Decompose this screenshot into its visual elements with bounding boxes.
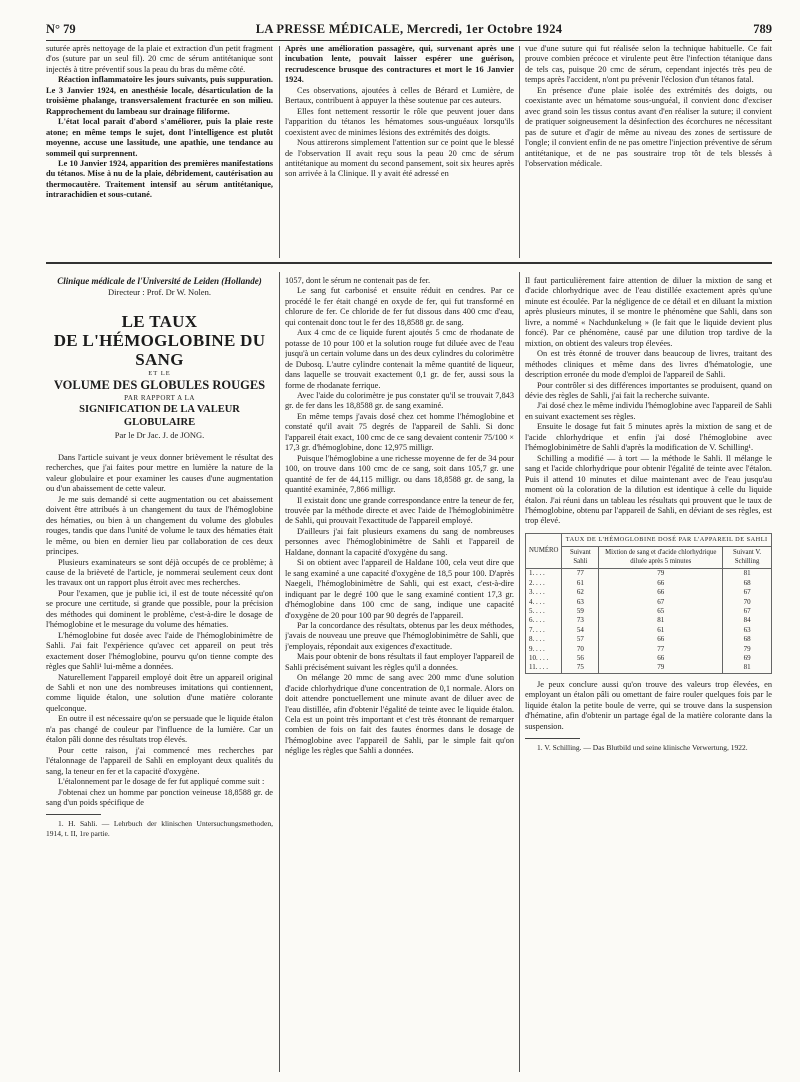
- paragraph: Je me suis demandé si cette augmentation ou cet abaissement doivent être attribués à un changement du taux de l'hémoglobine des hématies, ou bien à un changement du volume des globules rouges, tandis que dans l'unité de volume le taux des hématies était le même, ou bien en dernier lieu par collaboration de ces deux principes.: [46, 494, 273, 557]
- value-mixtion: 81: [599, 616, 723, 625]
- paragraph: Puisque l'hémoglobine a une richesse moyenne de fer de 34 pour 100, on trouve dans 100 cmc de ce sang, soit dans 105,7 gr. une quantité de fer de 44,115 milligr. ou dans 18,8588 gr. de sang, la quantité examinée, 7,866 milligr.: [285, 453, 514, 495]
- paragraph: Le sang fut carbonisé et ensuite réduit en cendres. Par ce procédé le fer était changé en oxyde de fer, qui fut transformé en chlorure de fer. Ce chloride de fer fut dissous dans 400 cmc d'eau, qui contenait donc tout le fer des 18,8588 gr. de sang.: [285, 286, 514, 327]
- paragraph: J'obtenai chez un homme par ponction veineuse 18,8588 gr. de sang d'un poids spécifique de: [46, 787, 273, 807]
- section-rule: [46, 262, 772, 264]
- paragraph: En présence d'une plaie isolée des extrémités des doigts, ou coexistante avec un hématome sous-unguéal, il convient donc d'exciser avec grand soin les tissus contus avant d'en réaliser la suture; il convient de pratiquer soigneusement la désinfection des écorchures ne nécessitant pas de suture et d'agir de même au niveau des zones de sertissure de l'ongle; il convient enfin de ne pas omettre l'injection préventive de sérum antitétanique, et de ne pas soustraire trop tôt de tels blessés à l'observation médicale.: [525, 85, 772, 168]
- value-mixtion: 66: [599, 579, 723, 588]
- value-sahli: 59: [562, 607, 599, 616]
- paragraph: vue d'une suture qui fut réalisée selon la technique habituelle. Ce fait prouve combien précoce et virulente peut être l'infection tétanique dans de tels cas, puisque 20 cmc de sérum, cependant injectés très peu de temps après l'accident, n'ont pu prévenir l'éclosion d'un tétanos fatal.: [525, 44, 772, 85]
- table-row: [526, 626, 772, 635]
- paragraph: Nous attirerons simplement l'attention sur ce point que le blessé de l'observation II avait reçu sous la peau 20 cmc de sérum antitétanique au moment du second pansement, soit six heures après son arrivée à la Clinique. Il y avait été adressé en: [285, 138, 514, 179]
- paragraph: On mélange 20 mmc de sang avec 200 mmc d'une solution d'acide chlorhydrique d'une concentration de 0,1 normale. Alors on doit attendre ponctuellement une minute avant de diluer avec de l'eau distillée, afin d'obtenir l'égalité de teinte avec le liquide étalon. Cela est un point très important et c'est très étonnant de remarquer combien de fois on fait des fautes énormes dans le dosage de l'hémoglobine avec l'appareil de Sahli, par le simple fait qu'on néglige les règles que Sahli a données.: [285, 673, 514, 756]
- header-title: LA PRESSE MÉDICALE, Mercredi, 1er Octobre 1924: [255, 22, 563, 36]
- article-column-3: [525, 276, 772, 1072]
- article-column-1: [46, 276, 273, 1072]
- value-schilling: 70: [723, 598, 772, 607]
- table-body: [526, 569, 772, 673]
- row-number: 9. . . .: [526, 645, 562, 654]
- paragraph: J'ai dosé chez le même individu l'hémoglobine avec l'appareil de Sahli en suivant exactement ses règles.: [525, 401, 772, 421]
- director: Directeur : Prof. Dr W. Nolen.: [108, 287, 211, 297]
- hemoglobin-table: [525, 533, 772, 674]
- value-schilling: 67: [723, 607, 772, 616]
- institution: Clinique médicale de l'Université de Leiden (Hollande): [57, 276, 262, 286]
- value-sahli: 70: [562, 645, 599, 654]
- value-schilling: 81: [723, 663, 772, 673]
- paragraph: Si on obtient avec l'appareil de Haldane 100, cela veut dire que le sang examiné a une capacité d'oxygène de 18,5 pour 100. D'après Naegeli, l'hémoglobinimètre de Sahli, qui est exact, c'est-à-dire indiquant par le degré 100 que le sang examiné contient 17,3 gr. d'hémoglobine dans 100 cmc de sang, indique une capacité d'oxygène de 20 pour 100 par 90 degrés de l'appareil.: [285, 558, 514, 620]
- paragraph: Réaction inflammatoire les jours suivants, puis suppuration. Le 3 Janvier 1924, en anesthésie locale, désarticulation de la troisième phalange, transversalement fracturée en son milieu. Rapprochement du lambeau sur drainage filiforme.: [46, 75, 273, 116]
- paragraph: Il existait donc une grande correspondance entre la teneur de fer, trouvée par la méthode directe et avec l'aide de l'hémoglobinimètre de Sahli, qui prouvait l'exactitude de l'appareil employé.: [285, 495, 514, 526]
- paragraph: Elles font nettement ressortir le rôle que peuvent jouer dans l'apparition du tétanos les hématomes sous-unguéaux lorsqu'ils coexistent avec de minimes lésions des extrémités des doigts.: [285, 106, 514, 137]
- value-mixtion: 79: [599, 663, 723, 673]
- page-header: [46, 22, 772, 38]
- paragraph: L'état local parait d'abord s'améliorer, puis la plaie reste atone; en même temps le sujet, dont l'intelligence est plutôt moyenne, accuse une lassitude, une apathie, une tendance au sommeil qui surprennent.: [46, 117, 273, 158]
- column-divider: [279, 272, 280, 1072]
- row-number: 7. . . .: [526, 626, 562, 635]
- table-row: [526, 654, 772, 663]
- paragraph: Le 10 Janvier 1924, apparition des premières manifestations du tétanos. Mise à nu de la plaie, débridement, cautérisation au thermocautère. Traitement intensif au sérum antitétanique, intrarachidien et sous-cutané.: [46, 158, 273, 200]
- value-sahli: 62: [562, 588, 599, 597]
- value-schilling: 69: [723, 654, 772, 663]
- value-sahli: 57: [562, 635, 599, 644]
- value-mixtion: 65: [599, 607, 723, 616]
- paragraph: En même temps j'avais dosé chez cet homme l'hémoglobine et constaté qu'il avait 75 degrés de l'appareil de Sahli. Si donc l'appareil était exact, 100 cmc de ce sang devaient contenir 75/100 × 17,3 gr. d'hémoglobine, donc 12,975 milligr.: [285, 411, 514, 453]
- top-column-3: [525, 44, 772, 256]
- column-divider: [519, 46, 520, 258]
- paragraph: L'hémoglobine fut dosée avec l'aide de l'hémoglobinimètre de Sahli. J'ai fait l'expérience qu'avec cet appareil on peut très exactement doser l'hémoglobine, pourvu qu'on tienne compte des règles que Sahli¹ lui-même a données.: [46, 630, 273, 672]
- table-row: [526, 616, 772, 625]
- row-number: 11. . . .: [526, 663, 562, 673]
- top-column-1: [46, 44, 273, 256]
- paragraph: Ensuite le dosage fut fait 5 minutes après la mixtion de sang et de l'acide chlorhydrique et enfin j'ai dosé l'hémoglobine avec l'hémoglobinimètre de Sahli d'après la modification de V. Schilling¹.: [525, 422, 772, 453]
- value-sahli: 77: [562, 569, 599, 579]
- paragraph: Ces observations, ajoutées à celles de Bérard et Lumière, de Bertaux, contribuent à appuyer la thèse soutenue par ces auteurs.: [285, 85, 514, 106]
- row-number: 4. . . .: [526, 598, 562, 607]
- paragraph: L'étalonnement par le dosage de fer fut appliqué comme suit :: [58, 777, 265, 787]
- value-mixtion: 61: [599, 626, 723, 635]
- value-mixtion: 66: [599, 654, 723, 663]
- table-row: [526, 663, 772, 673]
- article-title-line-4: SIGNIFICATION DE LA VALEUR GLOBULAIRE: [79, 404, 240, 428]
- row-number: 5. . . .: [526, 607, 562, 616]
- paragraph: Par la concordance des résultats, obtenus par les deux méthodes, j'avais de nouveau une preuve que l'hémoglobinimètre de Sahli, que j'employais, répondait aux exigences d'exactitude.: [285, 620, 514, 651]
- paragraph: Pour contrôler si des différences importantes se produisent, quand on dévie des règles de Sahli, j'ai fait la recherche suivante.: [525, 380, 772, 400]
- paragraph: Aux 4 cmc de ce liquide furent ajoutés 5 cmc de rhodanate de potasse de 10 pour 100 et la solution rouge fut diluée avec de l'eau jusqu'à un certain volume dans un des deux cylindres du colorimètre de Dubosq. L'autre cylindre contenait la même quantité de liqueur, dans laquelle se trouvait exactement 0,1 gr. de fer, aussi sous la forme de rhodanate ferrique.: [285, 328, 514, 390]
- table-row: [526, 607, 772, 616]
- value-schilling: 63: [723, 626, 772, 635]
- value-sahli: 75: [562, 663, 599, 673]
- value-schilling: 68: [723, 635, 772, 644]
- header-rule: [46, 40, 772, 41]
- value-mixtion: 79: [599, 569, 723, 579]
- paragraph: On est très étonné de trouver dans beaucoup de livres, traitant des méthodes cliniques et même dans des livres d'hématologie, une description erronée du mode d'emploi de l'appareil de Sahli.: [525, 349, 772, 380]
- footnote-rule: [525, 738, 580, 739]
- article-title-line-1: LE TAUX: [121, 312, 198, 331]
- paragraph: 1057, dont le sérum ne contenait pas de fer.: [285, 276, 431, 285]
- row-number: 10. . . .: [526, 654, 562, 663]
- value-schilling: 81: [723, 569, 772, 579]
- value-sahli: 61: [562, 579, 599, 588]
- row-number: 6. . . .: [526, 616, 562, 625]
- column-divider: [519, 272, 520, 1072]
- table-header-sahli: Suivant Sahli: [562, 547, 599, 569]
- value-sahli: 63: [562, 598, 599, 607]
- table-header-mixtion: Mixtion de sang et d'acide chlorhydrique diluée après 5 minutes: [599, 547, 723, 569]
- table-header-schilling: Suivant V. Schilling: [723, 547, 772, 569]
- footnote-rule: [46, 814, 101, 815]
- value-sahli: 54: [562, 626, 599, 635]
- table-row: [526, 635, 772, 644]
- column-divider: [279, 46, 280, 258]
- article-title-connector: ET LE: [148, 370, 171, 377]
- table-row: [526, 598, 772, 607]
- table-row: [526, 645, 772, 654]
- paragraph: En outre il est nécessaire qu'on se persuade que le liquide étalon n'a pas changé de couleur par l'influence de la lumière. Car un étalon pâli donne des résultats trop élevés.: [46, 714, 273, 745]
- value-sahli: 56: [562, 654, 599, 663]
- article-column-2: [285, 276, 514, 1072]
- paragraph: Pour l'examen, que je publie ici, il est de toute nécessité qu'on se procure une certitude, si grande que possible, pour la précision des méthodes qui dominent le problème, c'est-à-dire le dosage de l'hémoglobine et le mesurage du volume des hématies.: [46, 588, 273, 630]
- row-number: 2. . . .: [526, 579, 562, 588]
- table-row: [526, 569, 772, 579]
- value-schilling: 67: [723, 588, 772, 597]
- row-number: 3. . . .: [526, 588, 562, 597]
- article-title-line-3: VOLUME DES GLOBULES ROUGES: [53, 378, 266, 392]
- paragraph: Pour cette raison, j'ai commencé mes recherches par l'étalonnage de l'appareil de Sahli en employant deux qualités du sang, la teneur en fer et la capacité d'oxygène.: [46, 745, 273, 776]
- paragraph: suturée après nettoyage de la plaie et extraction d'un petit fragment d'os (suture par un seul fil). 20 cmc de sérum antitétanique sont injectés à titre préventif sous la peau du bras du même côté.: [46, 44, 273, 74]
- footnote: 1. H. Sahli. — Lehrbuch der klinischen Untersuchungsmethoden, 1914, t. II, 1re partie.: [46, 819, 273, 838]
- paragraph: Naturellement l'appareil employé doit être un appareil original de Sahli et non une des nombreuses imitations qui contiennent, comme liquide étalon, une solution d'une matière colorante quelconque.: [46, 672, 273, 713]
- row-number: 1. . . .: [526, 569, 562, 579]
- table-header-numero: NUMÉRO: [526, 533, 562, 569]
- paragraph: Mais pour obtenir de bons résultats il faut employer l'appareil de Sahli précisément suivant les règles qu'il a données.: [285, 652, 514, 672]
- value-mixtion: 66: [599, 635, 723, 644]
- value-schilling: 79: [723, 645, 772, 654]
- row-number: 8. . . .: [526, 635, 562, 644]
- value-mixtion: 67: [599, 598, 723, 607]
- value-schilling: 68: [723, 579, 772, 588]
- issue-number: N° 79: [46, 22, 76, 36]
- value-mixtion: 66: [599, 588, 723, 597]
- article-title-connector: PAR RAPPORT A LA: [124, 394, 195, 402]
- paragraph: Avec l'aide du colorimètre je pus constater qu'il se trouvait 7,843 gr. de fer dans les 18,8588 gr. de sang examiné.: [285, 390, 514, 411]
- paragraph: D'ailleurs j'ai fait plusieurs examens du sang de nombreuses personnes avec l'hémoglobinimètre de Sahli et l'appareil de Haldane, donnant la capacité d'oxygène du sang.: [285, 526, 514, 557]
- footnote: 1. V. Schilling. — Das Blutbild und seine klinische Verwertung, 1922.: [537, 743, 748, 753]
- value-schilling: 84: [723, 616, 772, 625]
- article-title-line-2: DE L'HÉMOGLOBINE DU SANG: [53, 331, 266, 369]
- page-number: 789: [753, 22, 772, 36]
- table-row: [526, 579, 772, 588]
- paragraph: Je peux conclure aussi qu'on trouve des valeurs trop élevées, en employant un étalon pâli ou omettant de faire rouler quelques fois par le liquide étalon la petite boule de verre, qui se trouve dans la suspension d'hématine, afin d'obtenir un partage égal de la matière colorante dans la suspension.: [525, 679, 772, 731]
- table-row: [526, 588, 772, 597]
- author-byline: Par le Dr Jac. J. de JONG.: [114, 430, 205, 440]
- value-mixtion: 77: [599, 645, 723, 654]
- top-column-2: [285, 44, 514, 256]
- paragraph: Schilling a modifié — à tort — la méthode le Sahli. Il mélange le sang et l'acide chlorhydrique pour obtenir l'égalité de teinte avec l'étalon. Puis il attend 10 minutes et dilue maintenant avec de l'eau jusqu'au moment où la coloration de la dilution est identique à celle du liquide étalon. J'ai réuni dans un tableau les résultats qui prouvent que le taux de l'hémoglobine, obtenu par l'appareil de Sahli, en déviant de ses règles, est trop élevé.: [525, 453, 772, 526]
- table-caption: TAUX DE L'HÉMOGLOBINE DOSÉ PAR L'APPAREIL DE SAHLI: [562, 533, 772, 547]
- paragraph: Dans l'article suivant je veux donner brièvement le résultat des recherches, que j'ai faites pour mettre en lumière la nature de la valeur globulaire et pour examiner les causes d'une augmentation ou d'un abaissement de cette valeur.: [46, 453, 273, 494]
- paragraph: Il faut particulièrement faire attention de diluer la mixtion de sang et d'acide chlorhydrique avec de l'eau distillée exactement après qu'une minute est écoulée. Par la négligence de ce détail et en diluant la mixtion après plusieurs minutes, il se montre le phénomène que Sahli, dans son livre, a nommé « Nachdunkelung » (le fait que le liquide devient plus foncé). Par ce phénomène, causé par une dilution trop tardive de la mixtion, on obtient des valeurs trop élevées.: [525, 276, 772, 348]
- paragraph: Plusieurs examinateurs se sont déjà occupés de ce problème; à cause de la brièveté de l'article, je nommerai seulement ceux dont les travaux ont un rapport plus étroit avec mes recherches.: [46, 557, 273, 588]
- value-sahli: 73: [562, 616, 599, 625]
- paragraph: Après une amélioration passagère, qui, survenant après une incubation lente, pouvait laisser espérer une guérison, recrudescence brusque des contractures et mort le 16 Janvier 1924.: [285, 44, 514, 85]
